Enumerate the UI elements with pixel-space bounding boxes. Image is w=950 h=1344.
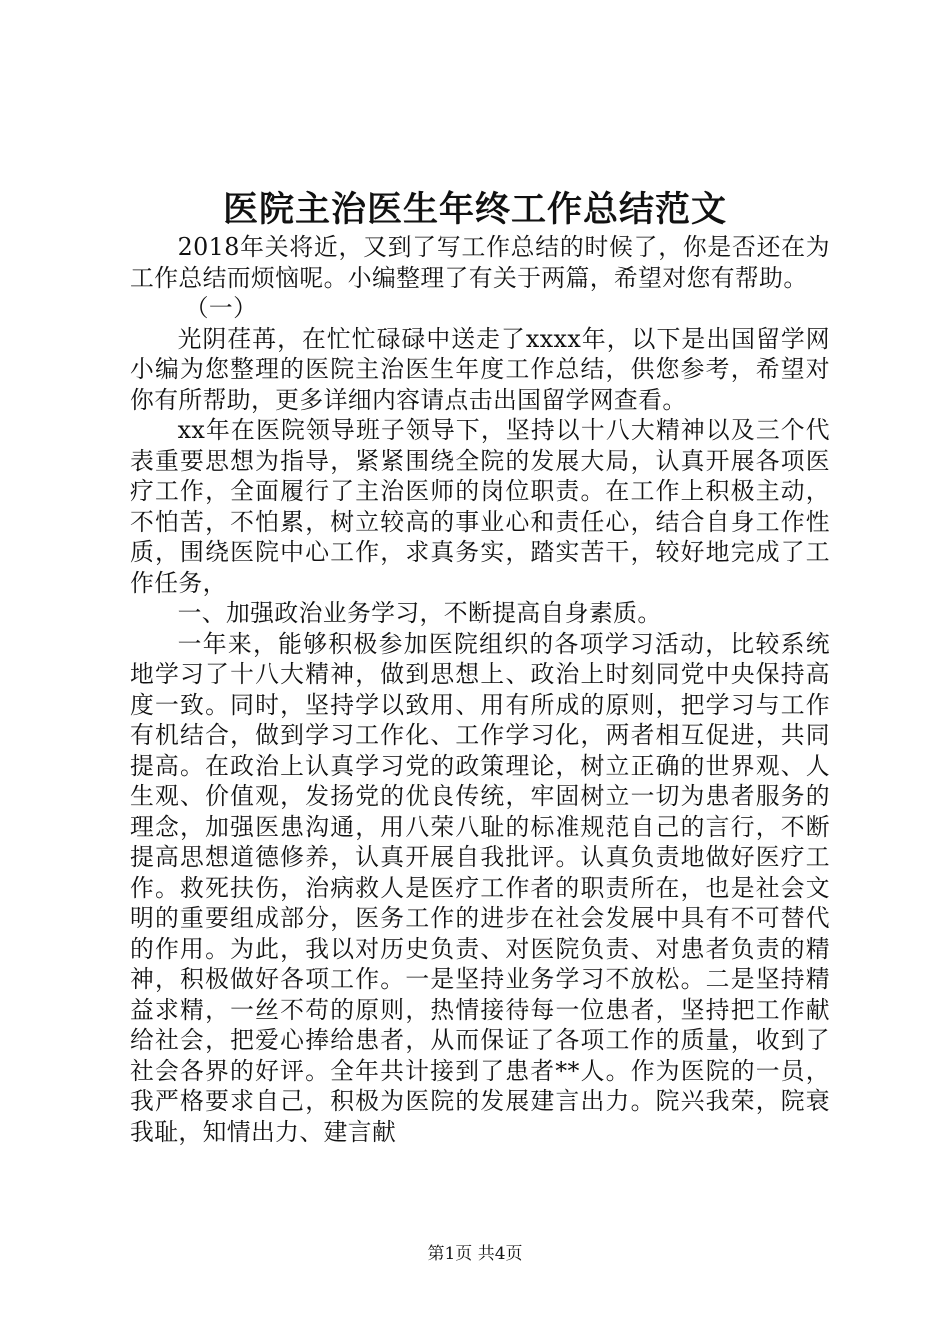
intro-paragraph: 2018年关将近，又到了写工作总结的时候了，你是否还在为工作总结而烦恼呢。小编整理了有关于两篇，希望对您有帮助。 [130, 233, 830, 292]
section-heading: 一、加强政治业务学习，不断提高自身素质。 [177, 599, 662, 627]
body-paragraph: 光阴荏苒，在忙忙碌碌中送走了xxxx年，以下是出国留学网小编为您整理的医院主治医生年度工作总结，供您参考，希望对你有所帮助，更多详细内容请点击出国留学网查看。 [130, 324, 830, 414]
document-body [130, 232, 830, 1147]
body-paragraph: xx年在医院领导班子领导下，坚持以十八大精神以及三个代表重要思想为指导，紧紧围绕全院的发展大局，认真开展各项医疗工作，全面履行了主治医师的岗位职责。在工作上积极主动，不怕苦，不怕累，树立较高的事业心和责任心，结合自身工作性质，围绕医院中心工作，求真务实，踏实苦干，较好地完成了工作任务， [130, 416, 830, 597]
document-title: 医院主治医生年终工作总结范文 [222, 189, 727, 230]
page-number: 第1页 共4页 [427, 1244, 523, 1264]
section-marker: （一） [184, 294, 258, 322]
body-paragraph: 一年来，能够积极参加医院组织的各项学习活动，比较系统地学习了十八大精神，做到思想上、政治上时刻同党中央保持高度一致。同时，坚持学以致用、用有所成的原则，把学习与工作有机结合，做到学习工作化、工作学习化，两者相互促进，共同提高。在政治上认真学习党的政策理论，树立正确的世界观、人生观、价值观，发扬党的优良传统，牢固树立一切为患者服务的理念，加强医患沟通，用八荣八耻的标准规范自己的言行，不断提高思想道德修养，认真开展自我批评。认真负责地做好医疗工作。救死扶伤，治病救人是医疗工作者的职责所在，也是社会文明的重要组成部分，医务工作的进步在社会发展中具有不可替代的作用。为此，我以对历史负责、对医院负责、对患者负责的精神，积极做好各项工作。一是坚持业务学习不放松。二是坚持精益求精，一丝不苟的原则，热情接待每一位患者，坚持把工作献给社会，把爱心捧给患者，从而保证了各项工作的质量，收到了社会各界的好评。全年共计接到了患者**人。作为医院的一员，我严格要求自己，积极为医院的发展建言出力。院兴我荣，院衰我耻，知情出力、建言献 [130, 629, 830, 1146]
